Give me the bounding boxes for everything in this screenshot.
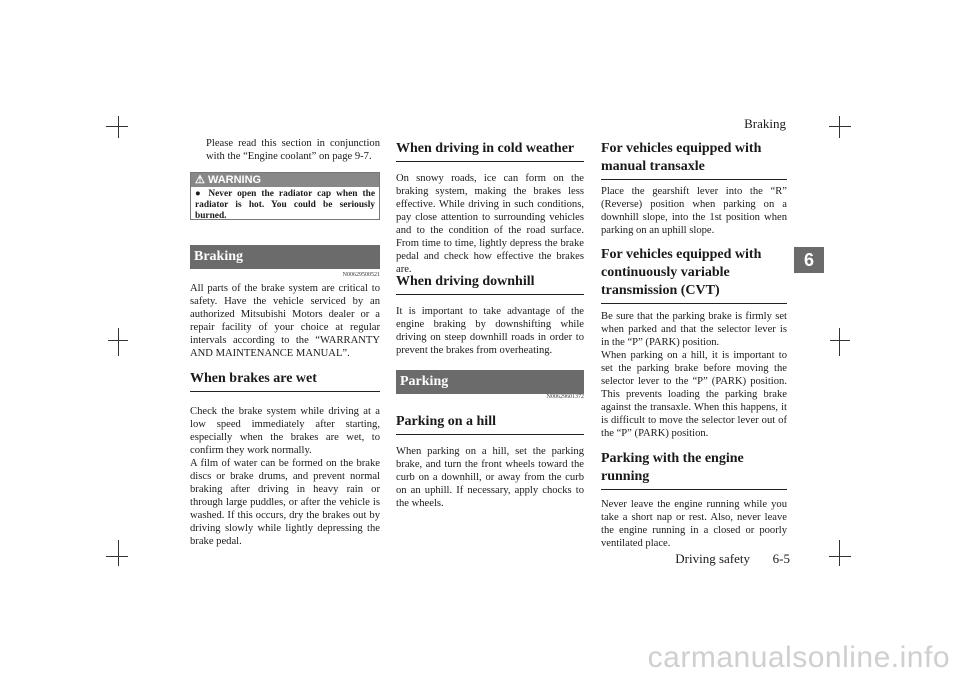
parking-code: N00629601372	[546, 394, 584, 400]
crop-mark	[106, 556, 128, 557]
engine-text: Never leave the engine running while you take a short nap or rest. Also, never leave the engine running in a closed or poorly ventilated place.	[601, 499, 787, 549]
warning-triangle-icon: ⚠	[195, 174, 205, 186]
crop-mark	[118, 116, 119, 138]
downhill-text: It is important to take advantage of the engine braking by downshifting while driving on steep downhill roads in order to prevent the brakes from overheating.	[396, 306, 584, 356]
warning-title: ⚠ WARNING	[191, 173, 379, 187]
footer-chapter: Driving safety	[675, 551, 750, 566]
warning-text: ● Never open the radiator cap when the radiator is hot. You could be seriously burned.	[195, 189, 375, 221]
cvt-text-2: When parking on a hill, it is important to set the parking brake before moving the selector lever to the “P” (PARK) position. This prevents loading the parking brake against the transaxle. When this happens, it is difficult to move the selector lever out of the “P” (PARK) position.	[601, 350, 787, 439]
braking-text: All parts of the brake system are critical to safety. Have the vehicle serviced by an authorized Mitsubishi Motors dealer or a repair facility of your choice at regular intervals according to the “WARRANTY AND MAINTENANCE MANUAL”.	[190, 283, 380, 359]
watermark: carmanualsonline.info	[647, 641, 950, 674]
page-number: 6-5	[772, 551, 790, 566]
crop-mark	[108, 340, 128, 341]
crop-mark	[839, 116, 840, 138]
cvt-text-1: Be sure that the parking brake is firmly set when parked and that the selector lever is in the “P” (PARK) position.	[601, 311, 787, 348]
hill-text: When parking on a hill, set the parking brake, and turn the front wheels toward the curb on a downhill, or away from the curb on an uphill. If necessary, apply chocks to the wheels.	[396, 446, 584, 509]
parking-heading: Parking	[396, 370, 584, 394]
bullet-icon: ●	[195, 189, 209, 199]
running-header: Braking	[744, 116, 786, 131]
intro-text: Please read this section in conjunction with the “Engine coolant” on page 9-7.	[206, 138, 380, 162]
manual-heading: For vehicles equipped with manual transaxle	[601, 140, 787, 180]
wet-text-1: Check the brake system while driving at a low speed immediately after starting, especially when the brakes are wet, to confirm they work normally.	[190, 406, 380, 456]
crop-mark	[118, 540, 119, 566]
braking-code: N00629500521	[342, 272, 380, 278]
chapter-tab: 6	[794, 247, 824, 273]
downhill-heading: When driving downhill	[396, 273, 584, 295]
crop-mark	[106, 126, 128, 127]
braking-heading: Braking	[190, 245, 380, 269]
cold-text: On snowy roads, ice can form on the braking system, making the brakes less effective. While driving in such conditions, pay close attention to surrounding vehicles and to the condition of the road surface. From time to time, lightly depress the brake pedal and check how effective the brakes are.	[396, 173, 584, 275]
cold-heading: When driving in cold weather	[396, 140, 584, 162]
hill-heading: Parking on a hill	[396, 413, 584, 435]
manual-text: Place the gearshift lever into the “R” (Reverse) position when parking on a downhill slope, into the 1st position when parking on an uphill slope.	[601, 186, 787, 236]
crop-mark	[118, 328, 119, 356]
crop-mark	[839, 328, 840, 356]
wet-text-2: A film of water can be formed on the brake discs or brake drums, and prevent normal braking after driving in heavy rain or through large puddles, or after the vehicle is washed. If this occurs, dry the brakes out by driving slowly while lightly depressing the brake pedal.	[190, 458, 380, 547]
crop-mark	[829, 556, 851, 557]
cvt-heading: For vehicles equipped with continuously variable transmission (CVT)	[601, 246, 787, 304]
engine-heading: Parking with the engine running	[601, 450, 787, 490]
warning-box	[190, 172, 380, 220]
crop-mark	[829, 126, 851, 127]
crop-mark	[839, 540, 840, 566]
crop-mark	[830, 340, 850, 341]
wet-heading: When brakes are wet	[190, 370, 380, 392]
